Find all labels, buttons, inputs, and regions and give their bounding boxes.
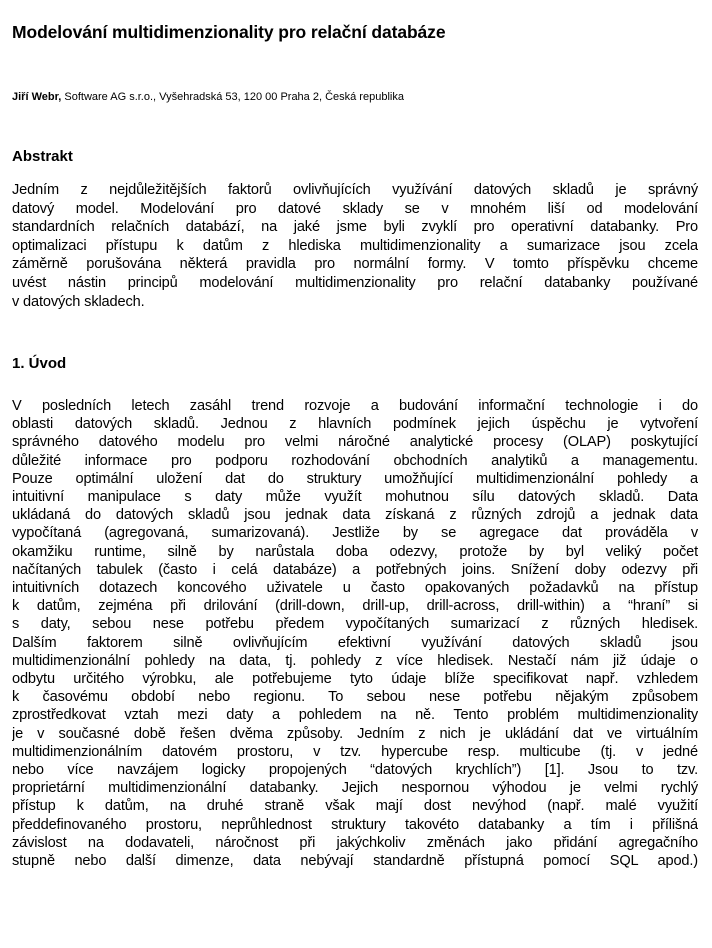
abstract-line: v datových skladech. bbox=[12, 293, 145, 310]
author-line bbox=[12, 91, 404, 103]
abstract-paragraph bbox=[12, 181, 698, 311]
intro-line: je v současné době řešen dvěma způsoby. Jedním z nich je ukládání dat ve virtuálním bbox=[12, 725, 698, 742]
intro-line: načítaných tabulek (často i celá databáze) a potřebných joins. Snížení doby odezvy při bbox=[12, 561, 698, 578]
intro-line: závislost na dodavateli, náročnost při jakýchkoliv změnách jako přidání agregačního bbox=[12, 834, 698, 851]
intro-line: k datům, zejména při drilování (drill-down, drill-up, drill-across, drill-within) a “hraní” si bbox=[12, 598, 698, 615]
intro-line: nebo více navzájem logicky propojených “datových krychlích”) [1]. Jsou to tzv. bbox=[12, 762, 698, 779]
intro-line: vypočítaná (agregovaná, sumarizovaná). Jestliže by se agregace dat prováděla v bbox=[12, 525, 698, 542]
intro-line: Dalším faktorem silně ovlivňujícím efektivní využívání datových skladů jsou bbox=[12, 634, 698, 651]
intro-line: intuitivní manipulace s daty může využít mohutnou sílu datových skladů. Data bbox=[12, 489, 698, 506]
intro-line: stupně nebo další dimenze, data nebývají standardně přístupná pomocí SQL apod.) bbox=[12, 853, 698, 870]
abstract-line: záměrně porušována některá pravidla pro normální formy. V tomto příspěvku chceme bbox=[12, 256, 698, 273]
abstract-heading: Abstrakt bbox=[12, 148, 73, 165]
intro-line: proprietární multidimenzionální databanky. Jejich nespornou výhodou je velmi rychlý bbox=[12, 780, 698, 797]
intro-paragraph bbox=[12, 397, 698, 870]
intro-line: zprostředkovat vztah mezi daty a pohledem na ně. Tento problém multidimenzionality bbox=[12, 707, 698, 724]
abstract-line: datový model. Modelování pro datové sklady se v mnohém liší od modelování bbox=[12, 200, 698, 217]
intro-line: s daty, sebou nese potřebu předem vypočítaných sumarizací z různých hledisek. bbox=[12, 616, 698, 633]
intro-line: důležité informace pro podporu rozhodování obchodních analytiků a managementu. bbox=[12, 452, 698, 469]
intro-line: k časovému období nebo regionu. To sebou nese potřebu nějakým způsobem bbox=[12, 689, 698, 706]
abstract-line: standardních relačních databází, na jaké jsme byli zvyklí pro operativní databanky. Pro bbox=[12, 219, 698, 236]
intro-line: správného datového modelu pro velmi náročné analytické procesy (OLAP) poskytující bbox=[12, 434, 698, 451]
intro-line: okamžiku runtime, silně by narůstala doba odezvy, protože by byl veliký počet bbox=[12, 543, 698, 560]
intro-line: odbytu určitého výrobku, ale potřebujeme tyto údaje blíže specifikovat např. vzhledem bbox=[12, 671, 698, 688]
author-affiliation: Software AG s.r.o., Vyšehradská 53, 120 00 Praha 2, Česká republika bbox=[64, 91, 404, 103]
abstract-line: uvést nástin principů modelování multidimenzionality pro relační databanky používané bbox=[12, 274, 698, 291]
intro-line: Pouze optimální uložení dat do struktury umožňující multidimenzionální pohledy a bbox=[12, 470, 698, 487]
intro-line: multidimenzionální pohledy na data, tj. pohledy z více hledisek. Nestačí nám již údaje o bbox=[12, 652, 698, 669]
intro-line: předdefinovaného prostoru, neprůhlednost struktury takovéto databanky a tím i přílišná bbox=[12, 816, 698, 833]
paper-title: Modelování multidimenzionality pro relační databáze bbox=[12, 22, 446, 42]
abstract-line: optimalizaci přístupu k datům z hlediska multidimenzionality a sumarizace jsou zcela bbox=[12, 237, 698, 254]
intro-heading: 1. Úvod bbox=[12, 355, 67, 372]
intro-line: V posledních letech zasáhl trend rozvoje a budování informační technologie i do bbox=[12, 398, 698, 414]
abstract-line: Jedním z nejdůležitějších faktorů ovlivňujících využívání datových skladů je správný bbox=[12, 182, 698, 198]
intro-line: intuitivních dotazech koncového uživatele u často opakovaných požadavků na přístup bbox=[12, 580, 698, 597]
intro-line: přístup k datům, na druhé straně však mají dost nevýhod (např. malé využití bbox=[12, 798, 698, 815]
intro-line: multidimenzionálním datovém prostoru, v tzv. hypercube resp. multicube (tj. v jedné bbox=[12, 743, 698, 760]
author-name: Jiří Webr, bbox=[12, 91, 62, 103]
intro-line: oblasti datových skladů. Jednou z hlavních podmínek jejich úspěchu je vytvoření bbox=[12, 416, 698, 433]
intro-line: ukládaná do datových skladů jsou jednak data získaná z různých zdrojů a jednak data bbox=[12, 507, 698, 524]
